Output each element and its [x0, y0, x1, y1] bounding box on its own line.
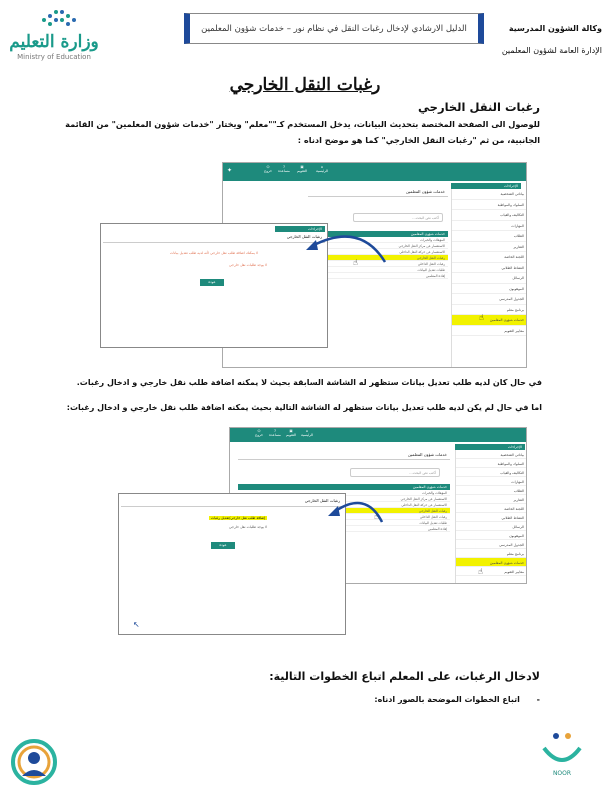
list-item[interactable]: الاستفسار عن مركز النقل الخارجي [308, 243, 448, 249]
portal-nav-bar [230, 428, 526, 442]
back-button[interactable]: عودة [211, 542, 235, 549]
side-item[interactable]: النشاط الطلابي [456, 513, 527, 522]
nav-calendar[interactable]: ▣ التقويم [297, 165, 307, 173]
side-item[interactable]: بياناتي الشخصية [456, 450, 527, 459]
svg-text:NOOR: NOOR [552, 770, 572, 777]
list-item[interactable]: المؤهلات والخبرات [238, 490, 450, 496]
search-input[interactable]: أكتب نص البحث... [350, 468, 440, 477]
side-item[interactable]: معايير التقويم [452, 326, 527, 337]
list-item[interactable]: طلبات تعديل البيانات [308, 267, 448, 273]
cursor-hand-icon: ☝ [353, 258, 358, 267]
list-item[interactable]: المؤهلات والخبرات [308, 237, 448, 243]
nav-logout[interactable]: ⏻ خروج [263, 165, 273, 173]
dialog-title: رغبات النقل الخارجي [121, 498, 343, 507]
side-item[interactable]: النشاط الطلابي [452, 263, 527, 274]
nav-help[interactable]: ? مساعدة [269, 429, 281, 437]
side-item[interactable]: التكاليف والغياب [456, 468, 527, 477]
side-item[interactable]: الجدول المدرسي [452, 294, 527, 305]
side-menu [451, 189, 527, 367]
dialog-tab: الإجراءات [275, 226, 325, 232]
list-item-external-transfer[interactable]: رغبات النقل الخارجي [308, 255, 448, 261]
side-item[interactable]: معايير التقويم [456, 567, 527, 576]
screenshot-dialog-2 [118, 493, 346, 635]
cursor-hand-icon: ☝ [374, 512, 379, 521]
side-item[interactable]: المهارات [452, 221, 527, 232]
cursor-pointer-icon: ↖ [133, 620, 140, 629]
side-item[interactable]: الجدول المدرسي [456, 540, 527, 549]
side-item[interactable]: برنامج معلم [452, 305, 527, 316]
side-item[interactable]: الرسائل [452, 273, 527, 284]
dialog-title: رغبات النقل الخارجي [103, 234, 325, 243]
side-item[interactable]: الرسائل [456, 522, 527, 531]
section-title: رغبات النقل الخارجي [418, 100, 540, 114]
side-menu [455, 450, 527, 584]
list-item[interactable]: رغبات النقل الداخلي [238, 514, 450, 520]
vision-logo-icon [10, 738, 58, 786]
intro-line-1: للوصول الى الصفحة المختصة بتحديث البيانات، يدخل المستخدم كـ""معلم" ويختار "خدمات شؤون المعلمين" من القائمة [65, 119, 540, 129]
nav-calendar[interactable]: ▣ التقويم [286, 429, 296, 437]
add-external-transfer-link[interactable]: إضافة طلب نقل خارجي/تعديل رغبات [210, 516, 265, 520]
guide-title: الدليل الارشادي لإدخال رغبات النقل في نظام نور – خدمات شؤون المعلمين [201, 23, 467, 34]
arrow-icon [326, 494, 386, 524]
department-label: الإدارة العامة لشؤون المعلمين [501, 46, 602, 55]
screenshot-dialog-1 [100, 223, 328, 348]
logo-text-ar: وزارة التعليم [9, 32, 99, 52]
logo-mark-icon [40, 10, 76, 30]
side-item-teacher-services[interactable]: خدمات شؤون المعلمين [452, 315, 527, 326]
nav-logout[interactable]: ⏻ خروج [254, 429, 264, 437]
note-with-edit-request: في حال كان لديه طلب تعديل بيانات ستظهر له الشاشة السابقة بحيث لا يمكنه اضافة طلب نقل خارجي و ادخال رغبات. [76, 378, 542, 387]
list-item[interactable]: الاستفسار عن حركة النقل الداخلي [308, 249, 448, 255]
nav-home[interactable]: ⌂ الرئيسية [300, 429, 314, 437]
side-item[interactable]: السلوك والمواظبة [456, 459, 527, 468]
portal-logo-icon: ✦ [227, 167, 233, 174]
cursor-hand-icon: ☝ [478, 567, 483, 576]
side-item-teacher-services[interactable]: خدمات شؤون المعلمين [456, 558, 527, 567]
logo-text-en: Ministry of Education [17, 53, 91, 61]
noor-logo-icon [540, 728, 584, 778]
page-title: رغبات النقل الخارجي [229, 75, 381, 95]
steps-title: لادخال الرغبات، على المعلم اتباع الخطوات التالية: [269, 670, 540, 683]
list-header: خدمات شؤون المعلمين [238, 484, 450, 490]
side-item[interactable]: اللجنة الخاصة [452, 252, 527, 263]
side-tab-actions[interactable]: الإجراءات [451, 183, 521, 189]
note-without-edit-request: اما في حال لم يكن لديه طلب تعديل بيانات ستظهر له الشاشة التالية بحيث يمكنه اضافة طلب نقل خارجي و ادخال رغبات: [66, 403, 542, 412]
side-item[interactable]: اللجنة الخاصة [456, 504, 527, 513]
side-item[interactable]: الطلاب [456, 486, 527, 495]
side-item[interactable]: التقارير [456, 495, 527, 504]
list-item[interactable]: الاستفسار عن مركز النقل الخارجي [238, 496, 450, 502]
nav-home[interactable]: ⌂ الرئيسية [315, 165, 329, 173]
list-item-external-transfer[interactable]: رغبات النقل الخارجي [238, 508, 450, 514]
side-item[interactable]: المهارات [456, 477, 527, 486]
side-item[interactable]: التكاليف والغياب [452, 210, 527, 221]
list-item[interactable]: إفادة المعلمين [308, 273, 448, 279]
ministry-logo [6, 8, 102, 64]
portal-page-title: خدمات شؤون المعلمين [238, 452, 450, 460]
step-1-text: اتباع الخطوات الموضحة بالصور ادناه: [374, 695, 520, 704]
side-item[interactable]: السلوك والمواظبة [452, 200, 527, 211]
side-item[interactable]: الموهوبون [452, 284, 527, 295]
side-item[interactable]: التقارير [452, 242, 527, 253]
side-item[interactable]: الموهوبون [456, 531, 527, 540]
list-header: خدمات شؤون المعلمين [308, 231, 448, 237]
nav-help[interactable]: ? مساعدة [278, 165, 290, 173]
cursor-hand-icon: ☝ [479, 313, 484, 322]
guide-title-box [184, 13, 484, 44]
list-item[interactable]: إفادة المعلمين [238, 526, 450, 532]
back-button[interactable]: عودة [200, 279, 224, 286]
dialog-empty-message: لا يوجد طلبات نقل خارجي [229, 263, 267, 267]
side-item[interactable]: الطلاب [452, 231, 527, 242]
step-1 [374, 695, 540, 704]
list-item[interactable]: طلبات تعديل البيانات [238, 520, 450, 526]
dialog-empty-message: لا يوجد طلبات نقل خارجي [229, 525, 267, 529]
portal-nav-bar [223, 163, 526, 181]
portal-page-title: خدمات شؤون المعلمين [308, 189, 448, 197]
step-bullet: - [536, 695, 540, 704]
arrow-icon [300, 226, 390, 266]
intro-line-2: الجانبية، من ثم "رغبات النقل الخارجي" كما هو موضح ادناه : [297, 135, 540, 145]
side-item[interactable]: بياناتي الشخصية [452, 189, 527, 200]
list-item[interactable]: رغبات النقل الداخلي [308, 261, 448, 267]
side-item[interactable]: برنامج معلم [456, 549, 527, 558]
dialog-error-message: لا يمكنك اضافة طلب نقل خارجي لأنه لديه طلب تعديل بيانات [170, 251, 258, 255]
list-item[interactable]: الاستفسار عن حركة النقل الداخلي [238, 502, 450, 508]
search-input[interactable]: أكتب نص البحث... [353, 213, 443, 222]
side-tab-actions[interactable]: الإجراءات [455, 444, 525, 450]
agency-label: وكالة الشؤون المدرسية [508, 24, 602, 33]
